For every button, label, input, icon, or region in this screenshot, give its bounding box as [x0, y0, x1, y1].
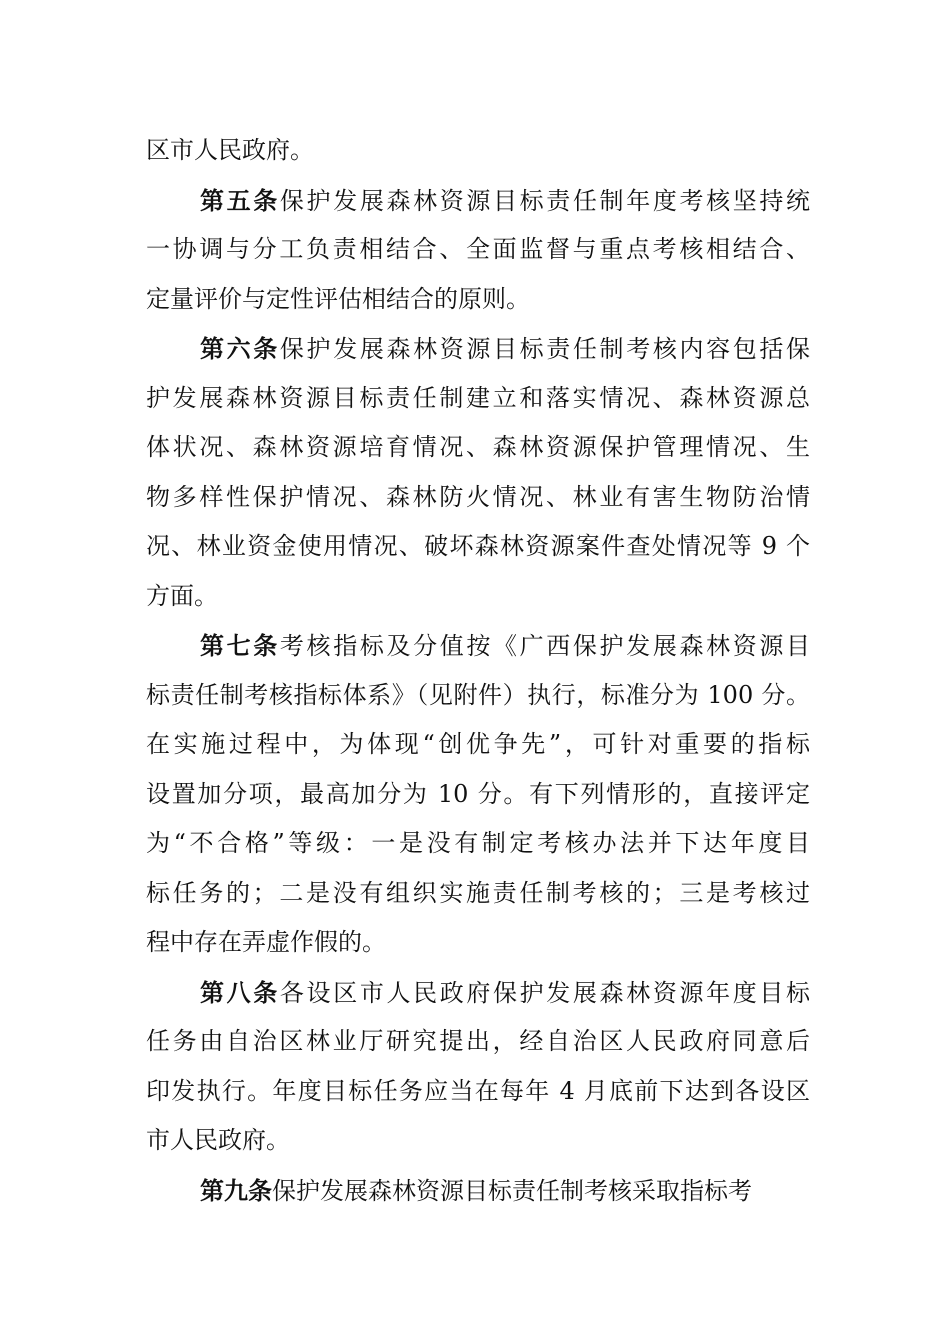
text-line: [146, 225, 810, 275]
line-text: 印发执行。年度目标任务应当在每年 4 月底前下达到各设区: [146, 1076, 810, 1105]
text-line: [146, 126, 810, 176]
text-line: [146, 423, 810, 473]
line-text: 标责任制考核指标体系》（见附件）执行，标准分为 100 分。: [146, 680, 810, 709]
paragraph-p9: [146, 1166, 810, 1216]
line-text: 各设区市人民政府保护发展森林资源年度目标: [279, 978, 811, 1007]
line-text: 况、林业资金使用情况、破坏森林资源案件查处情况等 9 个: [146, 532, 810, 560]
text-line: [146, 621, 810, 671]
line-text: 考核指标及分值按《广西保护发展森林资源目: [279, 632, 811, 660]
paragraph-p0: [146, 126, 810, 176]
text-line: [146, 869, 810, 919]
article-number: 第九条: [200, 1175, 272, 1205]
line-text: 区市人民政府。: [146, 136, 314, 164]
document-body: [146, 126, 810, 1215]
text-line: [146, 770, 810, 820]
line-text: 为“不合格”等级：一是没有制定考核办法并下达年度目: [146, 829, 810, 857]
text-line: [146, 671, 810, 721]
text-line: [146, 918, 810, 968]
line-text: 标任务的；二是没有组织实施责任制考核的；三是考核过: [146, 878, 810, 907]
text-line: [146, 819, 810, 869]
line-text: 一协调与分工负责相结合、全面监督与重点考核相结合、: [146, 235, 810, 263]
paragraph-p6: [146, 324, 810, 621]
article-number: 第八条: [200, 977, 280, 1007]
line-text: 在实施过程中，为体现“创优争先”，可针对重要的指标: [146, 730, 810, 758]
text-line: [146, 473, 810, 523]
paragraph-p5: [146, 176, 810, 325]
text-line: [146, 522, 810, 572]
paragraph-p8: [146, 968, 810, 1166]
line-text: 保护发展森林资源目标责任制考核内容包括保: [279, 335, 811, 363]
text-line: [146, 1166, 810, 1216]
line-text: 设置加分项，最高加分为 10 分。有下列情形的，直接评定: [146, 779, 810, 808]
text-line: [146, 275, 810, 325]
text-line: [146, 720, 810, 770]
article-number: 第七条: [200, 631, 280, 660]
text-line: [146, 572, 810, 622]
line-text: 任务由自治区林业厅研究提出，经自治区人民政府同意后: [146, 1027, 810, 1055]
text-line: [146, 968, 810, 1018]
text-line: [146, 1067, 810, 1117]
paragraph-p7: [146, 621, 810, 968]
line-text: 保护发展森林资源目标责任制年度考核坚持统: [279, 186, 811, 215]
line-text: 市人民政府。: [146, 1126, 290, 1154]
line-text: 保护发展森林资源目标责任制考核采取指标考: [272, 1176, 752, 1205]
text-line: [146, 176, 810, 226]
text-line: [146, 1116, 810, 1166]
line-text: 方面。: [146, 581, 218, 610]
line-text: 程中存在弄虚作假的。: [146, 928, 386, 956]
line-text: 定量评价与定性评估相结合的原则。: [146, 284, 530, 313]
line-text: 物多样性保护情况、森林防火情况、林业有害生物防治情: [146, 482, 810, 511]
article-number: 第六条: [200, 334, 280, 363]
article-number: 第五条: [200, 185, 280, 215]
line-text: 体状况、森林资源培育情况、森林资源保护管理情况、生: [146, 433, 810, 461]
text-line: [146, 1017, 810, 1067]
text-line: [146, 374, 810, 424]
line-text: 护发展森林资源目标责任制建立和落实情况、森林资源总: [146, 383, 810, 412]
text-line: [146, 324, 810, 374]
